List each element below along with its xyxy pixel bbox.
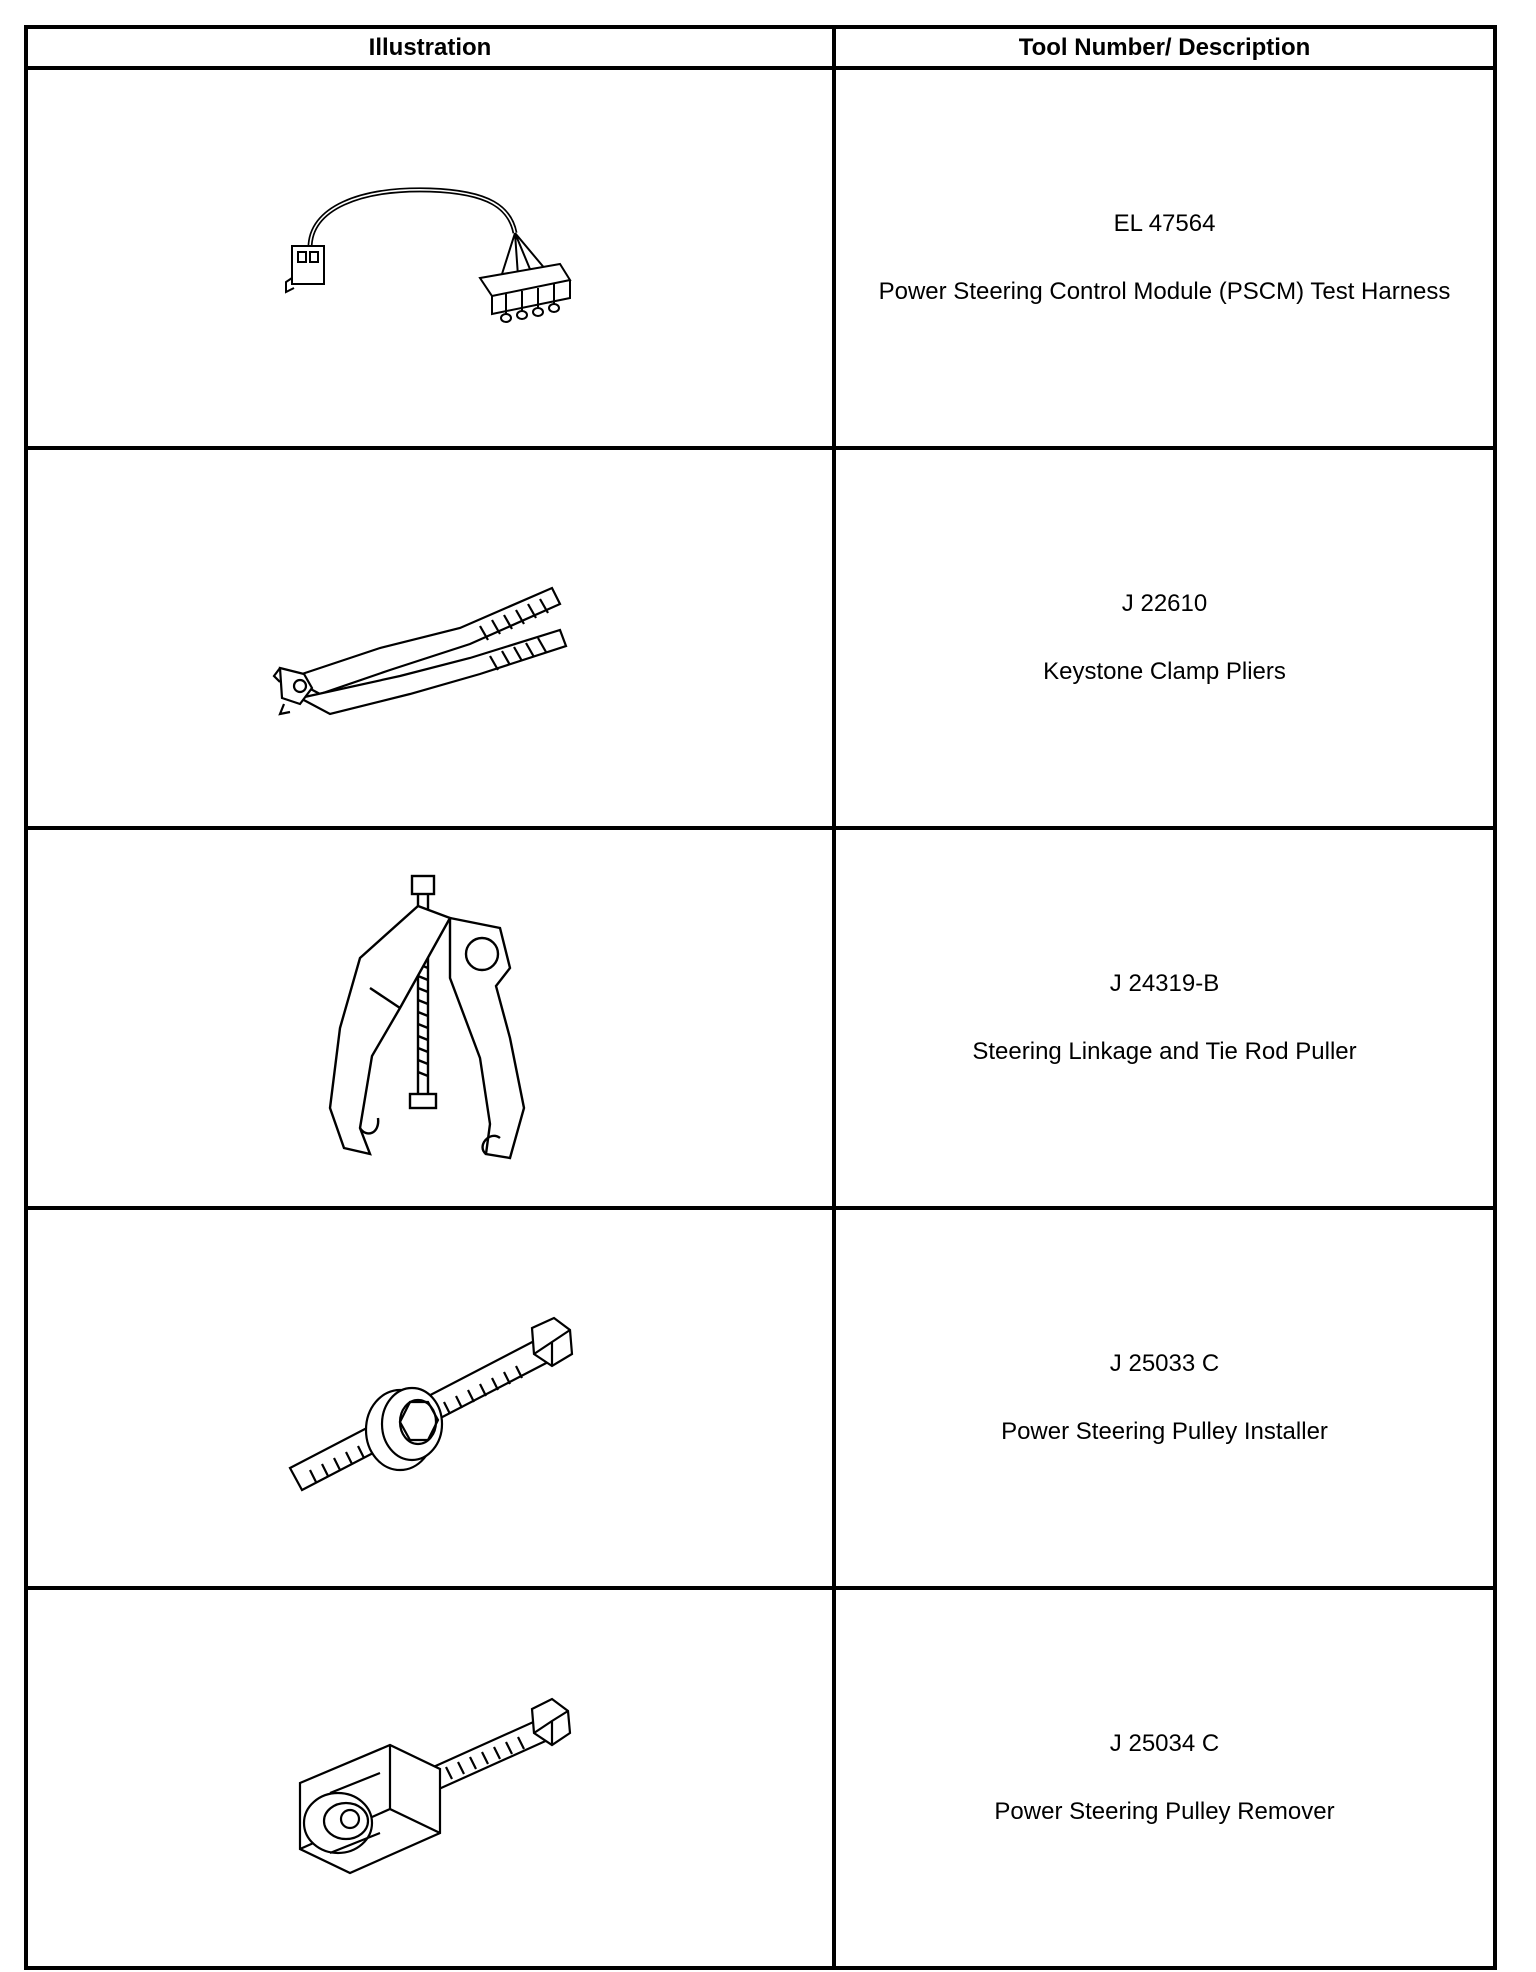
tool-description: Keystone Clamp Pliers	[1043, 658, 1286, 685]
special-tools-table	[24, 25, 1497, 1970]
tool-description: Steering Linkage and Tie Rod Puller	[972, 1038, 1357, 1065]
tool-description: Power Steering Pulley Remover	[994, 1798, 1335, 1825]
table-header-row	[26, 27, 1495, 68]
table-row	[26, 68, 1495, 448]
tool-number: J 24319-B	[1109, 970, 1220, 997]
tool-info-cell	[834, 1588, 1495, 1968]
tool-number: J 25034 C	[1109, 1730, 1220, 1757]
table-row	[26, 1588, 1495, 1968]
table-row	[26, 828, 1495, 1208]
pulley-remover-illustration	[270, 1673, 590, 1883]
illustration-cell	[26, 1588, 834, 1968]
tool-info-cell	[834, 1208, 1495, 1588]
tool-number: EL 47564	[1113, 210, 1216, 237]
tool-info-cell	[834, 828, 1495, 1208]
table-row	[26, 1208, 1495, 1588]
tool-info-cell	[834, 68, 1495, 448]
tool-description: Power Steering Pulley Installer	[1001, 1418, 1328, 1445]
illustration-cell	[26, 68, 834, 448]
test-harness-illustration	[270, 178, 590, 338]
tool-description: Power Steering Control Module (PSCM) Test Harness	[878, 278, 1451, 305]
tool-description-column-header: Tool Number/ Description	[834, 27, 1495, 68]
clamp-pliers-illustration	[260, 548, 600, 728]
tool-number: J 25033 C	[1109, 1350, 1220, 1377]
illustration-cell	[26, 448, 834, 828]
pulley-installer-illustration	[270, 1298, 590, 1498]
tool-number: J 22610	[1121, 590, 1208, 617]
illustration-cell	[26, 1208, 834, 1588]
illustration-cell	[26, 828, 834, 1208]
tool-info-cell	[834, 448, 1495, 828]
illustration-column-header: Illustration	[26, 27, 834, 68]
tie-rod-puller-illustration	[300, 868, 560, 1168]
table-row	[26, 448, 1495, 828]
